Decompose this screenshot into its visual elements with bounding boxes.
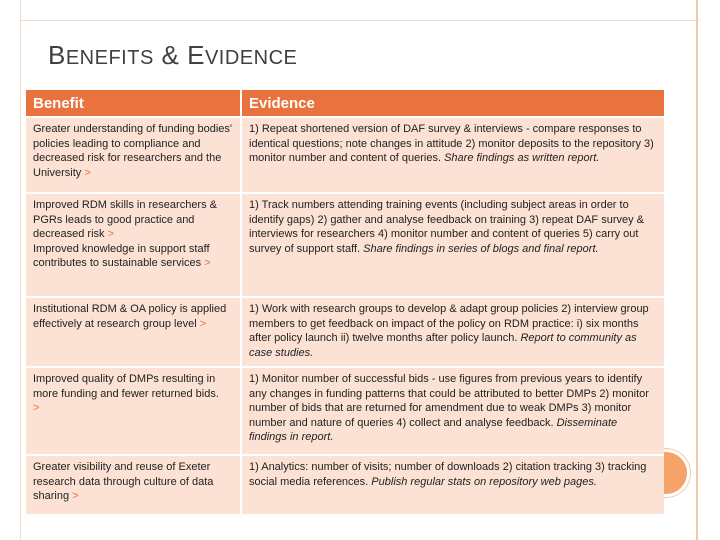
header-evidence: Evidence <box>241 90 664 117</box>
evidence-outcome: Disseminate findings in report. <box>249 416 618 443</box>
table-row <box>26 455 664 515</box>
arrow-marker: > <box>107 228 115 240</box>
evidence-cell: 1) Work with research groups to develop & adapt group policies 2) interview group members to get feedback on impact of the policy on RDM practice: i) six months after policy launch ii) twelve months after policy launch. Report to community as case studies. <box>241 297 664 367</box>
frame-line-right <box>696 0 698 540</box>
evidence-cell: 1) Monitor number of successful bids - use figures from previous years to identify any changes in funding patterns that could be attributed to better DMPs 2) monitor number of bids that are returned for amendment due to weak DMPs 3) monitor number and nature of queries 4) collect and analyse feedback. Disseminate findings in report. <box>241 367 664 455</box>
benefit-cell: Greater visibility and reuse of Exeter research data through culture of data sharing > <box>26 455 241 515</box>
arrow-marker: > <box>199 317 207 330</box>
benefits-evidence-table <box>26 90 664 516</box>
table-row <box>26 117 664 193</box>
evidence-cell: 1) Analytics: number of visits; number of downloads 2) citation tracking 3) tracking social media references. Publish regular stats on repository web pages. <box>241 455 664 515</box>
benefit-cell: Improved RDM skills in researchers & PGRs leads to good practice and decreased risk > Improved knowledge in support staff contributes to sustainable services > <box>26 193 241 297</box>
evidence-cell: 1) Repeat shortened version of DAF survey & interviews - compare responses to identical questions; note changes in attitude 2) monitor deposits to the repository 3) monitor number and content of queries. Share findings as written report. <box>241 117 664 193</box>
table-row <box>26 193 664 297</box>
frame-line-top <box>20 20 700 21</box>
table-row <box>26 367 664 455</box>
evidence-outcome: Report to community as case studies. <box>249 332 637 359</box>
table-header-row <box>26 90 664 117</box>
evidence-outcome: Share findings in series of blogs and final report. <box>363 242 599 255</box>
benefit-cell: Improved quality of DMPs resulting in more funding and fewer returned bids. > <box>26 367 241 455</box>
frame-line-left <box>20 0 21 540</box>
arrow-marker: > <box>84 166 91 179</box>
evidence-outcome: Publish regular stats on repository web pages. <box>371 475 597 488</box>
arrow-marker: > <box>33 402 40 414</box>
slide-title: BENEFITS & EVIDENCE <box>48 40 298 70</box>
arrow-marker: > <box>204 257 211 269</box>
benefit-cell: Greater understanding of funding bodies' policies leading to compliance and decreased risk for researchers and the University > <box>26 117 241 193</box>
benefit-cell: Institutional RDM & OA policy is applied effectively at research group level > <box>26 297 241 367</box>
header-benefit: Benefit <box>26 90 241 117</box>
arrow-marker: > <box>72 490 79 502</box>
table-row <box>26 297 664 367</box>
evidence-outcome: Share findings as written report. <box>444 152 600 164</box>
evidence-cell: 1) Track numbers attending training events (including subject areas in order to identify gaps) 2) gather and analyse feedback on training 3) repeat DAF survey & interviews for researchers 4) monitor number and content of queries 5) carry out survey of support staff. Share findings in series of blogs and final report. <box>241 193 664 297</box>
